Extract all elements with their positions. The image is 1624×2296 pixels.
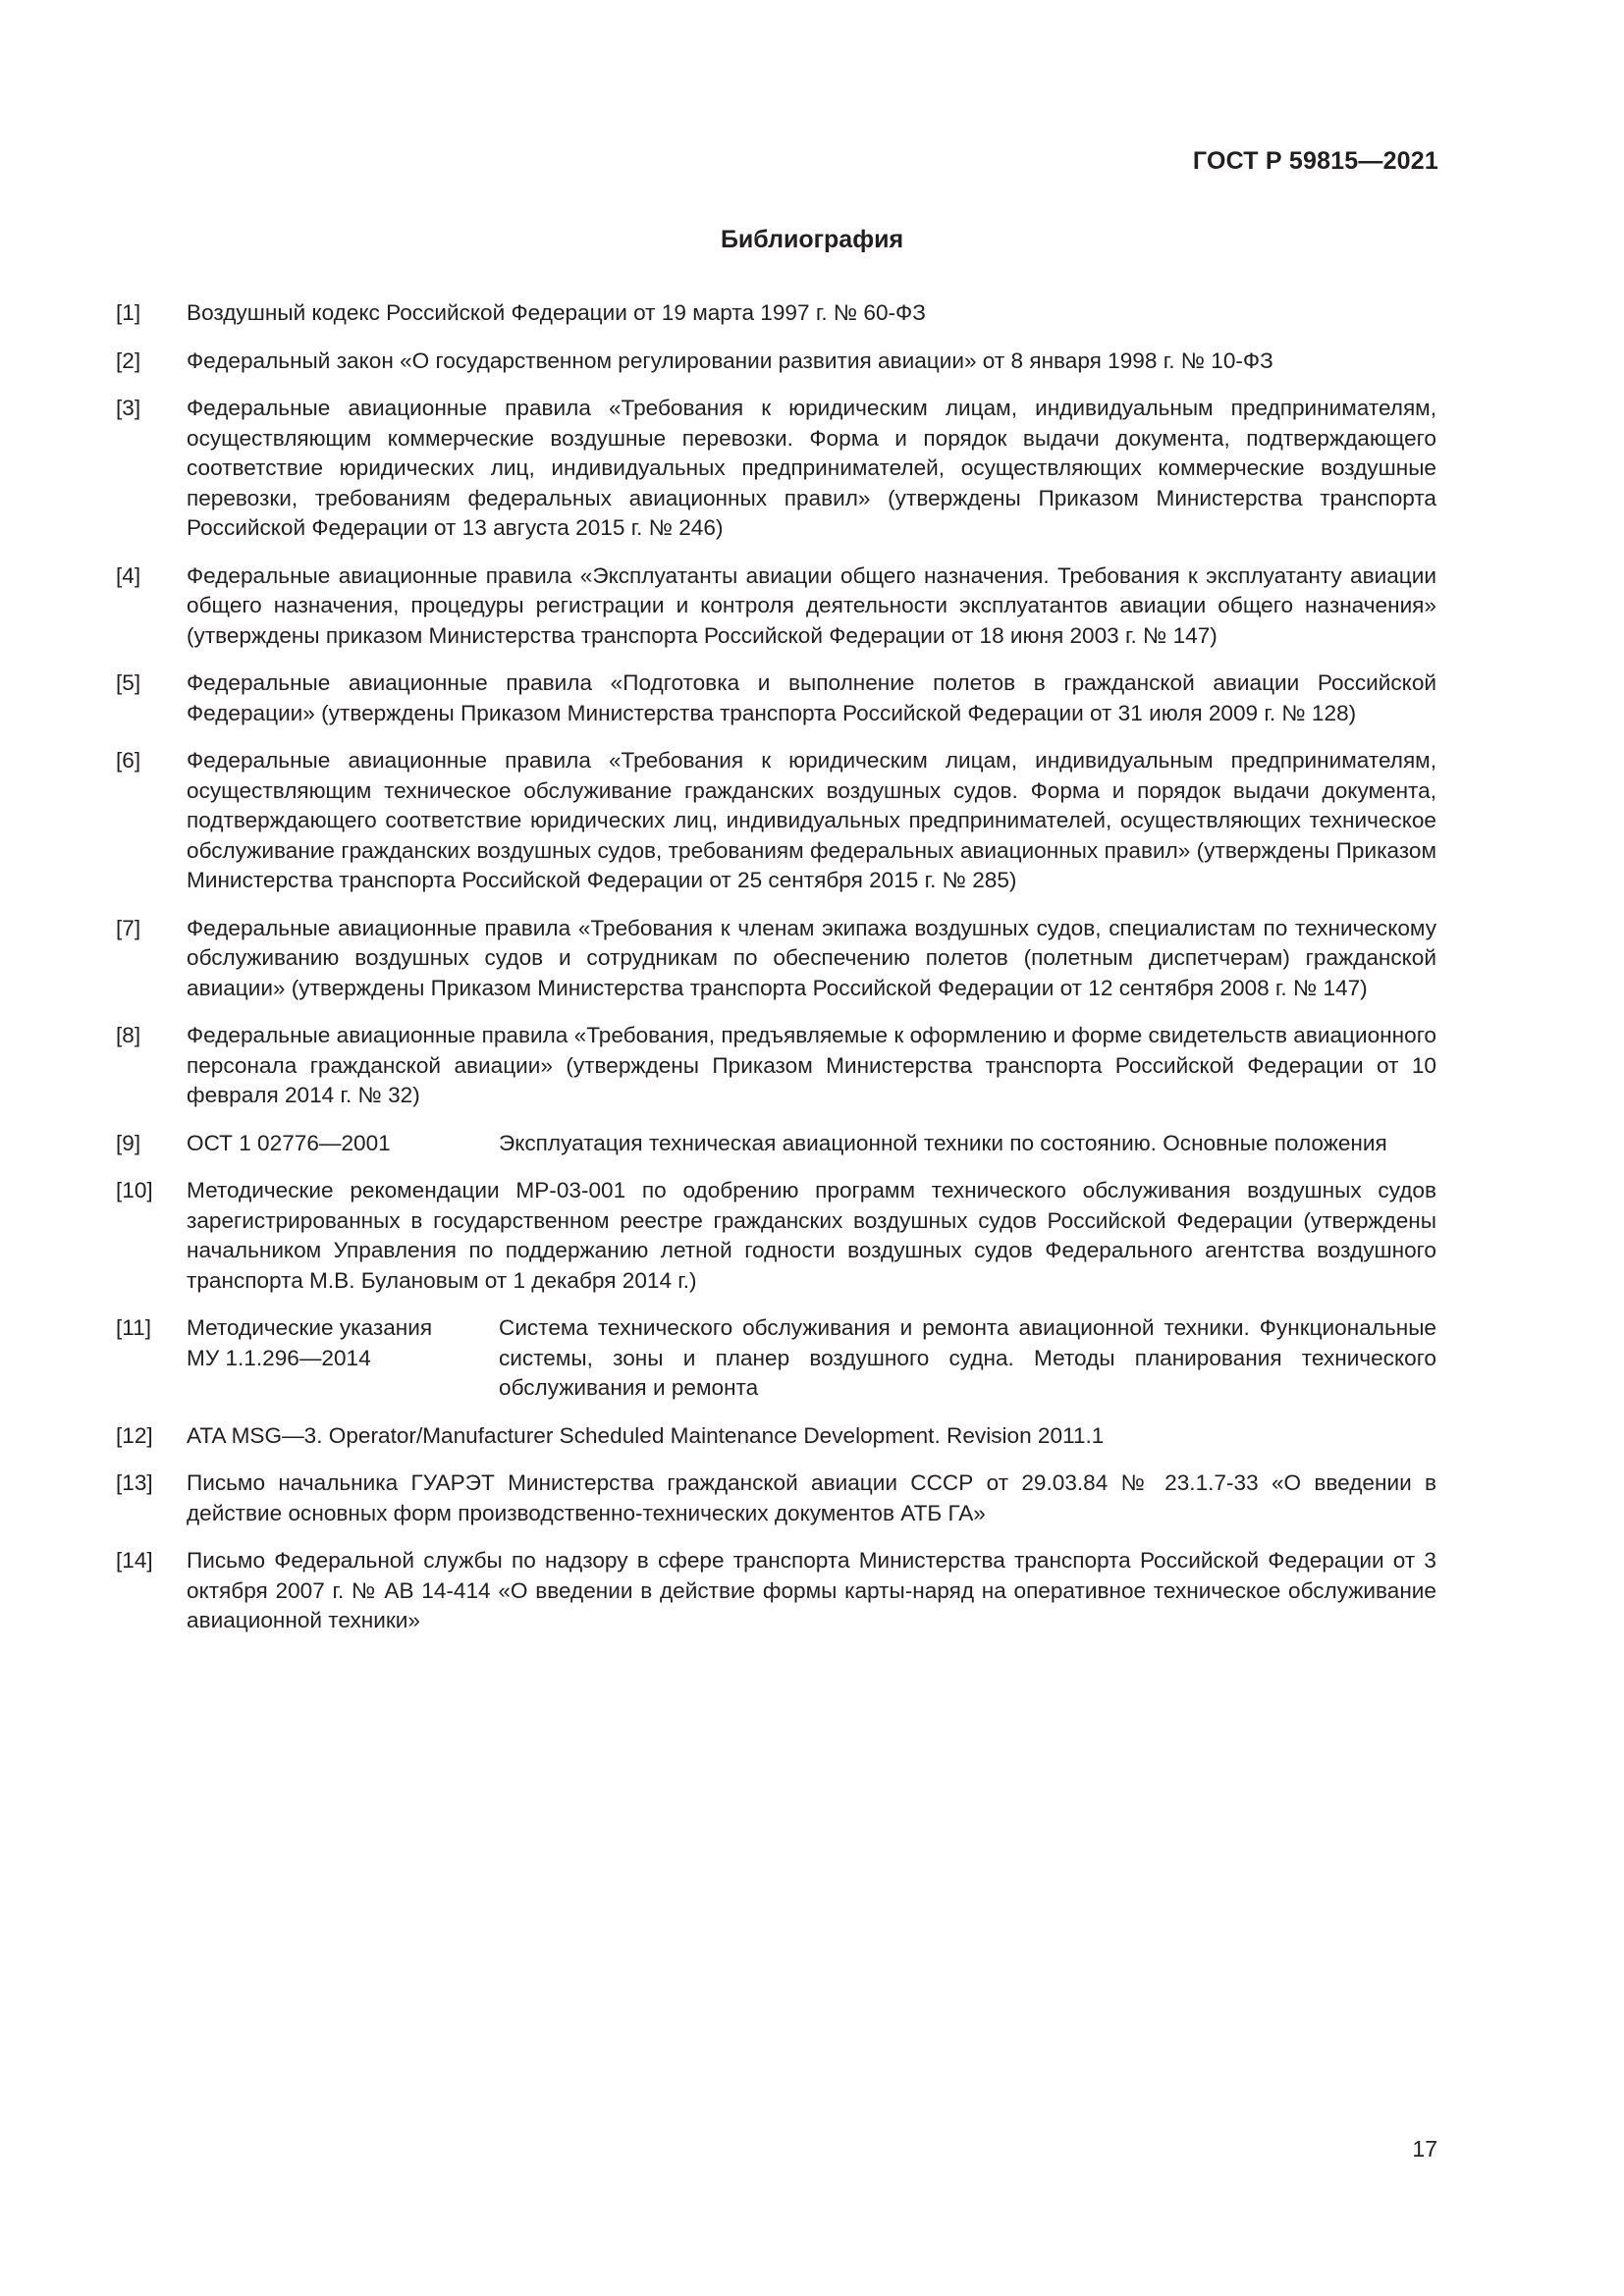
reference-item (116, 914, 1436, 1004)
reference-item (116, 1468, 1436, 1528)
reference-item (116, 1129, 1436, 1159)
reference-number: [8] (116, 1023, 141, 1047)
reference-text: Методические рекомендации МР-03-001 по одобрению программ технического обслуживания воздушных судов зарегистрированных в государственном реестре гражданских воздушных судов Российской Федерации (утверждены начальником Управления по поддержанию летной годности воздушных судов Федерального агентства воздушного транспорта М.В. Булановым от 1 декабря 2014 г.) (187, 1178, 1436, 1293)
bibliography-list (116, 298, 1436, 1654)
reference-item (116, 1546, 1436, 1636)
reference-text: Федеральные авиационные правила «Требования к юридическим лицам, индивидуальным предпринимателям, осуществляющим коммерческие воздушные перевозки. Форма и порядок выдачи документа, подтверждающего соответствие юридических лиц, индивидуальных предпринимателей, осуществляющих коммерческие воздушные перевозки, требованиям федеральных авиационных правил» (утверждены Приказом Министерства транспорта Российской Федерации от 13 августа 2015 г. № 246) (187, 396, 1436, 540)
reference-item (116, 561, 1436, 652)
reference-code: Методические указания МУ 1.1.296—2014 (187, 1315, 433, 1370)
reference-item (116, 746, 1436, 896)
reference-text: Федеральные авиационные правила «Подготовка и выполнение полетов в гражданской авиации Российской Федерации» (утверждены Приказом Министерства транспорта Российской Федерации от 31 июля 2009 г. № 128) (187, 670, 1436, 725)
document-code: ГОСТ Р 59815—2021 (1192, 147, 1438, 175)
reference-item (116, 394, 1436, 544)
reference-item (116, 1176, 1436, 1296)
reference-text: Система технического обслуживания и ремонта авиационной техники. Функциональные системы, зоны и планер воздушного судна. Методы планирования технического обслуживания и ремонта (499, 1315, 1436, 1400)
reference-text: Письмо Федеральной службы по надзору в сфере транспорта Министерства транспорта Российской Федерации от 3 октября 2007 г. № АВ 14-414 «О введении в действие формы карты-наряд на оперативное техническое обслуживание авиационной техники» (187, 1548, 1436, 1632)
reference-text: Письмо начальника ГУАРЭТ Министерства гражданской авиации СССР от 29.03.84 № 23.1.7-33 «О введении в действие основных форм производственно-технических документов АТБ ГА» (187, 1470, 1436, 1525)
reference-item (116, 1021, 1436, 1111)
reference-number: [12] (116, 1422, 153, 1448)
reference-item (116, 668, 1436, 728)
reference-code: ОСТ 1 02776—2001 (187, 1130, 391, 1155)
reference-item (116, 298, 1436, 329)
reference-text: Федеральный закон «О государственном регулировании развития авиации» от 8 января 1998 г. № 10-ФЗ (187, 347, 1273, 373)
reference-number: [6] (116, 748, 141, 773)
page-number: 17 (1412, 2136, 1437, 2162)
reference-number: [7] (116, 915, 141, 940)
reference-number: [2] (116, 347, 141, 373)
reference-item (116, 347, 1436, 377)
reference-number: [14] (116, 1548, 153, 1573)
reference-text: Федеральные авиационные правила «Требования к юридическим лицам, индивидуальным предпринимателям, осуществляющим техническое обслуживание гражданских воздушных судов. Форма и порядок выдачи документа, подтверждающего соответствие юридических лиц, индивидуальных предпринимателей, осуществляющих техническое обслуживание гражданских воздушных судов, требованиям федеральных авиационных правил» (утверждены Приказом Министерства транспорта Российской Федерации от 25 сентября 2015 г. № 285) (187, 748, 1436, 892)
reference-number: [13] (116, 1470, 153, 1495)
reference-text: Федеральные авиационные правила «Требования к членам экипажа воздушных судов, специалистам по техническому обслуживанию воздушных судов и сотрудникам по обеспечению полетов (полетным диспетчерам) гражданской авиации» (утверждены Приказом Министерства транспорта Российской Федерации от 12 сентября 2008 г. № 147) (187, 915, 1436, 1000)
reference-number: [10] (116, 1178, 153, 1202)
reference-number: [5] (116, 670, 141, 695)
reference-item (116, 1421, 1436, 1452)
reference-number: [11] (116, 1315, 152, 1340)
reference-text: ATA MSG—3. Operator/Manufacturer Scheduled Maintenance Development. Revision 2011.1 (187, 1422, 1105, 1448)
reference-number: [9] (116, 1130, 141, 1155)
page-title: Библиография (720, 226, 904, 253)
reference-text: Федеральные авиационные правила «Требования, предъявляемые к оформлению и форме свидетельств авиационного персонала гражданской авиации» (утверждены Приказом Министерства транспорта Российской Федерации от 10 февраля 2014 г. № 32) (187, 1023, 1436, 1107)
reference-text: Воздушный кодекс Российской Федерации от 19 марта 1997 г. № 60-ФЗ (187, 300, 926, 325)
reference-text: Федеральные авиационные правила «Эксплуатанты авиации общего назначения. Требования к эксплуатанту авиации общего назначения, процедуры регистрации и контроля деятельности эксплуатантов авиации общего назначения» (утверждены приказом Министерства транспорта Российской Федерации от 18 июня 2003 г. № 147) (187, 562, 1436, 648)
reference-item (116, 1313, 1436, 1404)
reference-number: [1] (116, 300, 141, 325)
reference-number: [4] (116, 562, 141, 588)
reference-number: [3] (116, 396, 141, 420)
reference-text: Эксплуатация техническая авиационной техники по состоянию. Основные положения (499, 1130, 1387, 1155)
